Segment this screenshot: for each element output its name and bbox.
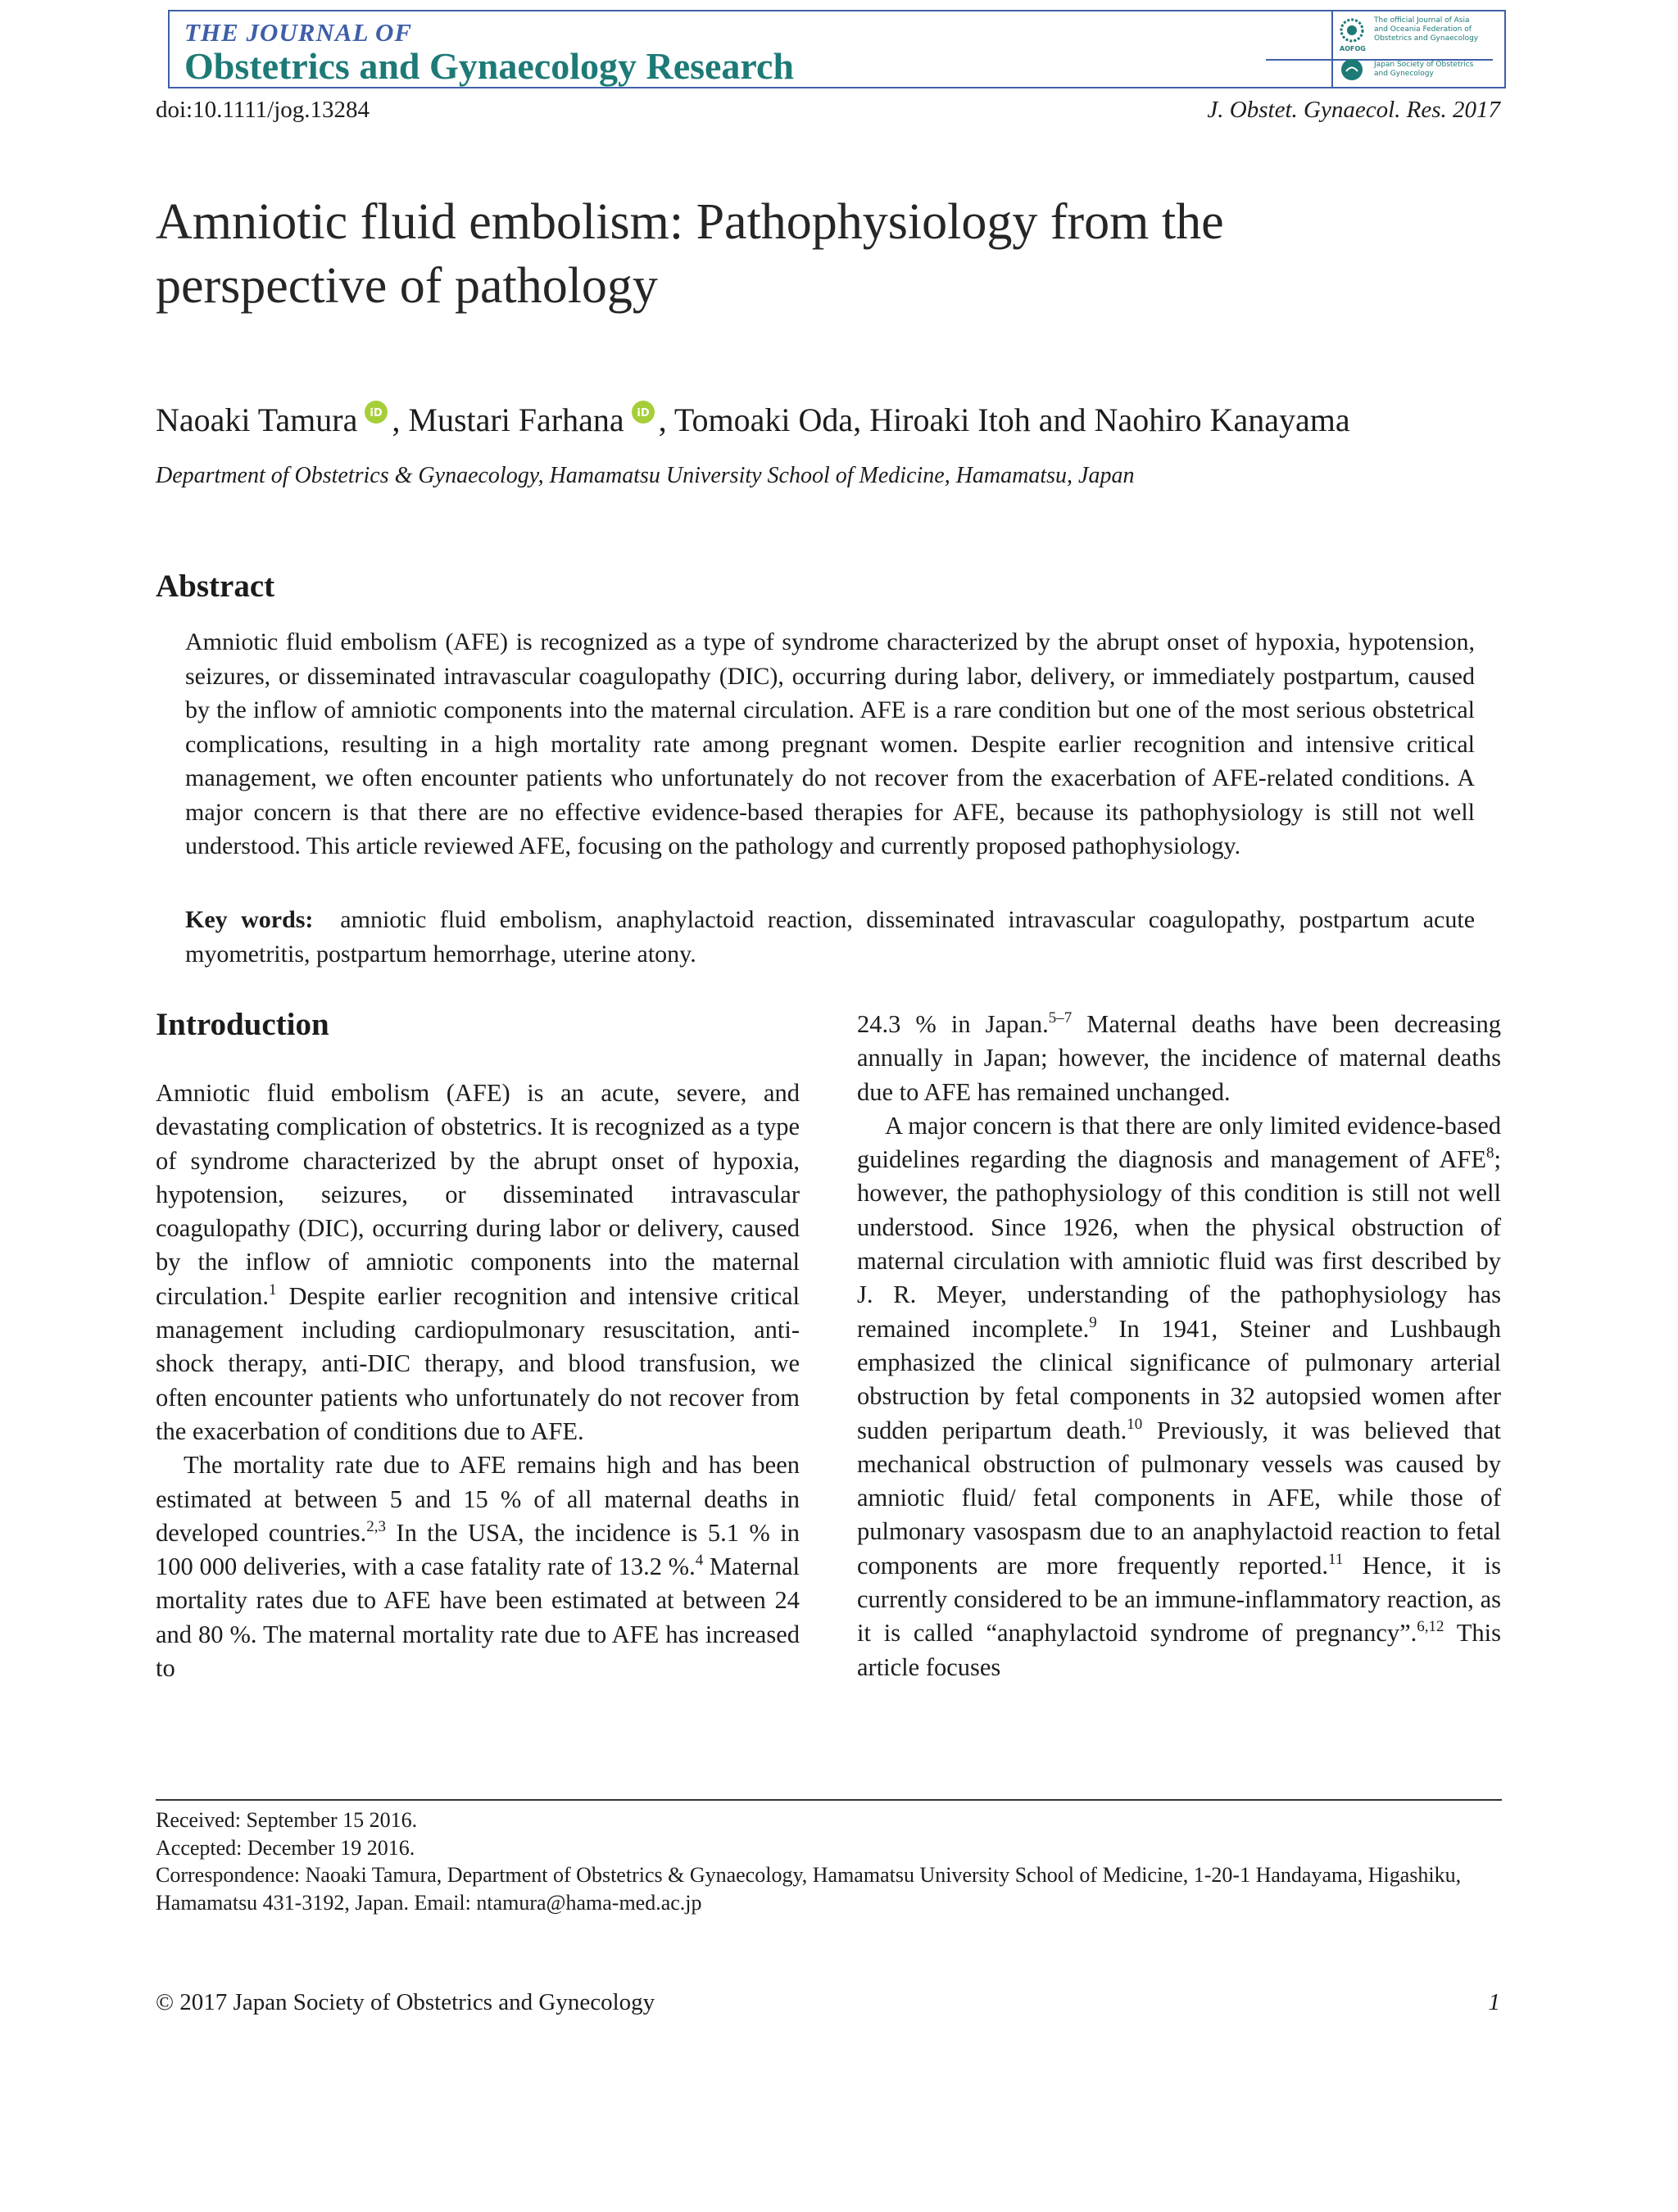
doi[interactable]: doi:10.1111/jog.13284 xyxy=(156,97,370,123)
journal-name-prefix: THE JOURNAL OF xyxy=(184,18,413,47)
abstract-body: Amniotic fluid embolism (AFE) is recognized as a type of syndrome characterized by the abrupt onset of hypoxia, hypotension, seizures, or disseminated intravascular coagulopathy (DIC), occurring during labor, delivery, or immediately postpartum, caused by the inflow of amniotic components into the maternal circulation. AFE is a rare condition but one of the most serious obstetrical complications, resulting in a high mortality rate among pregnant women. Despite earlier recognition and intensive critical management, we often encounter patients who unfortunately do not recover from the exacerbation of AFE-related conditions. A major concern is that there are no effective evidence-based therapies for AFE, because its pathophysiology is still not well understood. This article reviewed AFE, focusing on the pathology and currently proposed pathophysiology. xyxy=(185,628,1475,859)
jsog-text: Japan Society of Obstetrics and Gynecology xyxy=(1374,61,1474,78)
journal-citation: J. Obstet. Gynaecol. Res. 2017 xyxy=(1207,97,1500,123)
svg-text:iD: iD xyxy=(370,407,383,419)
society-logos xyxy=(1331,11,1497,87)
keywords-list: amniotic fluid embolism, anaphylactoid reaction, disseminated intravascular coagulopathy, postpartum acute myometritis, postpartum hemorrhage, uterine atony. xyxy=(185,906,1476,968)
aogfog-abbrev: AOFOG xyxy=(1340,45,1366,52)
authors-rest: , Tomoaki Oda, Hiroaki Itoh and Naohiro Kanayama xyxy=(658,401,1350,438)
citation-ref[interactable]: 6,12 xyxy=(1417,1618,1444,1636)
author-1: Naoaki Tamura xyxy=(156,401,358,438)
citation-ref[interactable]: 2,3 xyxy=(366,1517,386,1535)
journal-masthead xyxy=(168,10,1506,88)
footnote-divider xyxy=(156,1799,1502,1801)
abstract-heading: Abstract xyxy=(156,569,275,604)
citation-ref[interactable]: 9 xyxy=(1089,1313,1097,1331)
citation-ref[interactable]: 8 xyxy=(1486,1145,1494,1163)
intro-paragraph: The mortality rate due to AFE remains high and has been estimated at between 5 and 15 % of all maternal deaths in developed countries.$^{2,3}$ In the USA, the incidence is 5.1 % in 100 000 deliveries, with a case fatality rate of 13.2 %.$^4$ Maternal mortality rates due to AFE have been estimated at between 24 and 80 %. The maternal mortality rate due to AFE has increased to xyxy=(156,1451,800,1683)
title-line-2: perspective of pathology xyxy=(156,258,658,314)
author-list xyxy=(156,400,1516,439)
article-title xyxy=(156,190,1467,318)
citation-ref[interactable]: 11 xyxy=(1328,1550,1344,1568)
intro-paragraph: Amniotic fluid embolism (AFE) is an acute, severe, and devastating complication of obstetrics. It is recognized as a type of syndrome characterized by the abrupt onset of hypoxia, hypotension, seizures, or disseminated intravascular coagulopathy (DIC), occurring during labor or delivery, caused by the inflow of amniotic components into the maternal circulation.$^1$ Despite earlier recognition and intensive critical management including cardiopulmonary resuscitation, anti-shock therapy, anti-DIC therapy, and blood transfusion, we often encounter patients who unfortunately do not recover from the exacerbation of conditions due to AFE. xyxy=(156,1079,800,1445)
intro-paragraph: A major concern is that there are only limited evidence-based guidelines regarding the diagnosis and management of AFE$^8$; however, the pathophysiology of this condition is still not well understood. Since 1926, when the physical obstruction of maternal circulation with amniotic fluid was first described by J. R. Meyer, understanding of the pathophysiology has remained incomplete.$^9$ In 1941, Steiner and Lushbaugh emphasized the clinical significance of pulmonary arterial obstruction by fetal components in 32 autopsied women after sudden peripartum death.$^{10}$ Previously, it was believed that mechanical obstruction of pulmonary vessels was caused by amniotic fluid/ fetal components in AFE, while those of pulmonary vasospasm due to an anaphylactoid reaction to fetal components are more frequently reported.$^{11}$ Hence, it is currently considered to be an immune-inflammatory reaction, as it is called “anaphylactoid syndrome of pregnancy”.$^{6,12}$ This article focuses xyxy=(857,1111,1502,1681)
footnotes xyxy=(156,1806,1502,1916)
orcid-icon[interactable] xyxy=(364,400,388,424)
right-column xyxy=(857,1008,1501,1684)
affiliation: Department of Obstetrics & Gynaecology, Hamamatsu University School of Medicine, Hamamatsu, Japan xyxy=(156,463,1135,488)
keywords xyxy=(185,903,1475,971)
citation-ref[interactable]: 4 xyxy=(695,1552,704,1570)
author-2: , Mustari Farhana xyxy=(392,401,624,438)
jsog-emblem-icon xyxy=(1340,57,1364,82)
left-column xyxy=(156,1077,800,1685)
correspondence: Correspondence: Naoaki Tamura, Department of Obstetrics & Gynaecology, Hamamatsu University School of Medicine, 1-20-1 Handayama, Higashiku, Hamamatsu 431-3192, Japan. Email: ntamura@hama-med.ac.jp xyxy=(156,1863,1462,1915)
received-date: Received: September 15 2016. xyxy=(156,1808,418,1832)
citation-ref[interactable]: 5–7 xyxy=(1048,1009,1073,1027)
aogfog-text: The official Journal of Asia and Oceania Federation of Obstetrics and Gynaecology xyxy=(1374,16,1479,43)
aogfog-emblem-icon xyxy=(1340,18,1364,43)
accepted-date: Accepted: December 19 2016. xyxy=(156,1835,415,1860)
orcid-icon[interactable] xyxy=(631,400,655,424)
copyright: © 2017 Japan Society of Obstetrics and Gynecology xyxy=(156,1989,655,2015)
jsog-logo xyxy=(1340,57,1481,82)
citation-ref[interactable]: 10 xyxy=(1127,1415,1143,1433)
intro-paragraph: 24.3 % in Japan.$^{5-7}$ Maternal deaths have been decreasing annually in Japan; however, the incidence of maternal deaths due to AFE has remained unchanged. xyxy=(857,1009,1501,1106)
title-line-1: Amniotic fluid embolism: Pathophysiology from the xyxy=(156,194,1224,250)
svg-text:iD: iD xyxy=(637,407,650,419)
page-number: 1 xyxy=(1488,1989,1500,2015)
keywords-label: Key words: xyxy=(185,906,314,933)
journal-name: Obstetrics and Gynaecology Research xyxy=(184,45,795,87)
aogfog-logo xyxy=(1340,16,1481,43)
citation-ref[interactable]: 1 xyxy=(269,1281,277,1299)
introduction-heading: Introduction xyxy=(156,1007,329,1042)
